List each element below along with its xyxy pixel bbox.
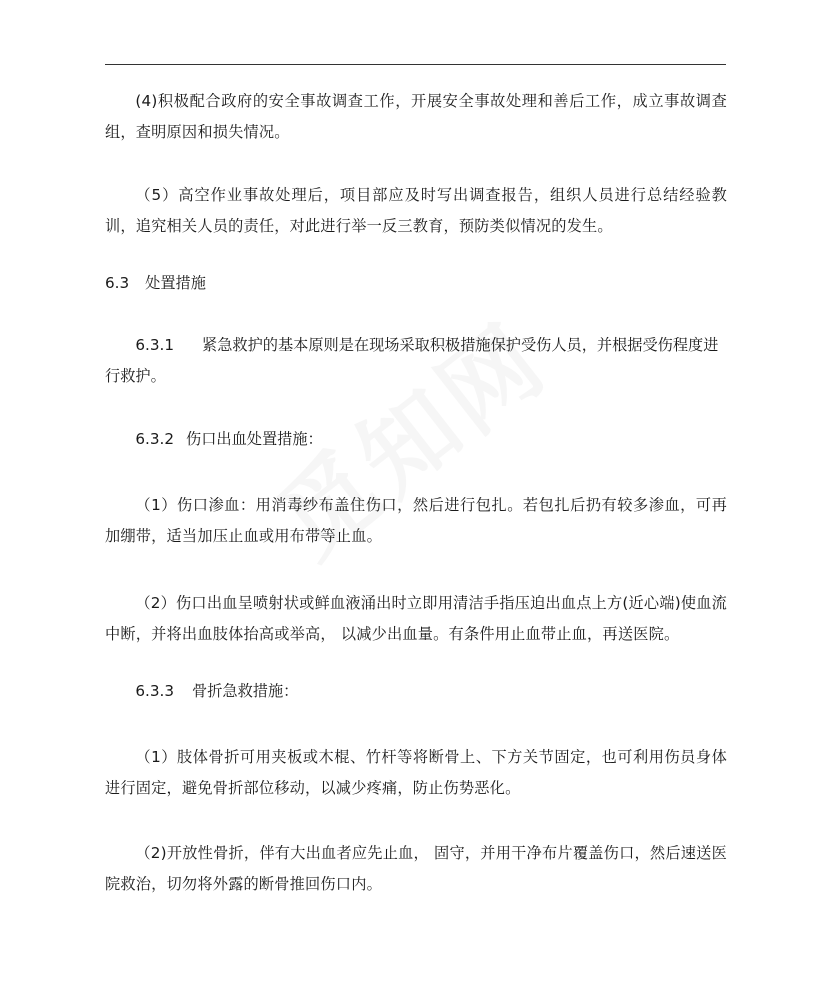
- fracture-item-2: （2)开放性骨折，伴有大出血者应先止血， 固守，并用干净布片覆盖伤口，然后速送医院救治，切勿将外露的断骨推回伤口内。: [105, 844, 727, 893]
- section-heading: [105, 268, 206, 299]
- subsection-title: 伤口出血处置措施：: [186, 430, 323, 448]
- section-title: 处置措施: [145, 274, 206, 292]
- section-number: 6.3: [105, 274, 130, 292]
- subsection-text: 紧急救护的基本原则是在现场采取积极措施保护受伤人员，并根据受伤程度进行救护。: [105, 336, 719, 385]
- subsection-title: 骨折急救措施：: [192, 682, 299, 700]
- header-rule: [105, 64, 726, 65]
- subsection-number: 6.3.1: [135, 336, 175, 354]
- subsection-number: 6.3.2: [135, 430, 175, 448]
- bleeding-item-2: （2）伤口出血呈喷射状或鲜血液涌出时立即用清洁手指压迫出血点上方(近心端)使血流中断，并将出血肢体抬高或举高， 以减少出血量。有条件用止血带止血，再送医院。: [105, 594, 727, 643]
- paragraph-4: (4)积极配合政府的安全事故调查工作，开展安全事故处理和善后工作，成立事故调查组，查明原因和损失情况。: [105, 92, 727, 141]
- paragraph-5: （5）高空作业事故处理后，项目部应及时写出调查报告，组织人员进行总结经验教训，追究相关人员的责任，对此进行举一反三教育，预防类似情况的发生。: [105, 186, 727, 235]
- bleeding-item-1: （1）伤口渗血：用消毒纱布盖住伤口，然后进行包扎。若包扎后扔有较多渗血，可再加绷带，适当加压止血或用布带等止血。: [105, 496, 727, 545]
- subsection-6-3-1: [105, 330, 727, 392]
- subsection-6-3-3-title: [105, 676, 727, 707]
- fracture-item-1: （1）肢体骨折可用夹板或木棍、竹杆等将断骨上、下方关节固定，也可利用伤员身体进行固定，避免骨折部位移动，以减少疼痛，防止伤势恶化。: [105, 748, 727, 797]
- subsection-6-3-2-title: [105, 424, 727, 455]
- subsection-number: 6.3.3: [135, 682, 175, 700]
